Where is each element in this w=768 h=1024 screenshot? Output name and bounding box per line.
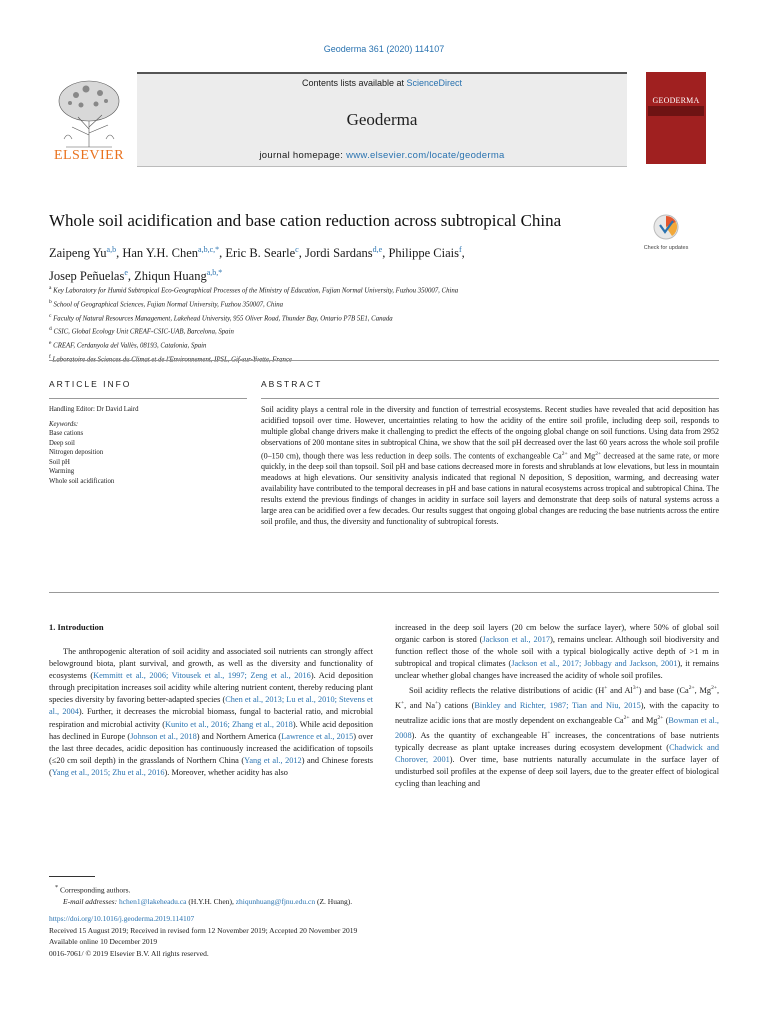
body-text: ) over the last three decades, acidic deposition has continuously increased the acidification of topsoils (≤20 cm soil depth) in the grasslands of Northern China ( [49, 731, 373, 765]
footnote-text: (H.Y.H. Chen), [186, 896, 236, 906]
affiliation-key: b [49, 298, 52, 305]
divider [49, 592, 719, 593]
author-separator: , [219, 246, 226, 261]
author[interactable] [388, 246, 461, 260]
superscript: 2+ [688, 685, 695, 692]
corresponding-authors [49, 882, 649, 896]
citation-link[interactable]: Johnson et al., 2018 [130, 731, 197, 741]
author-affil-marker[interactable]: a,b,* [206, 268, 223, 278]
keyword[interactable]: Warming [49, 468, 75, 475]
author-list [49, 240, 629, 286]
affiliation-item [49, 352, 669, 366]
body-text: and Al [607, 686, 633, 696]
body-text: increases, the concentrations of base nutrients typically decrease as plant uptake increases during ecosystem development ( [395, 730, 719, 752]
superscript: + [604, 685, 608, 692]
affiliation-key: c [49, 312, 52, 319]
author-name: Zhiqun Huang [134, 269, 207, 284]
body-text: ) and Chinese forests ( [49, 755, 373, 777]
article-title: Whole soil acidification and base cation reduction across subtropical China [49, 211, 562, 230]
article-metadata [49, 913, 649, 959]
affiliation-text: CSIC, Global Ecology Unit CREAF-CSIC-UAB, Barcelona, Spain [53, 328, 234, 336]
body-text: , Mg [694, 686, 712, 696]
author-affil-marker[interactable]: d,e [372, 245, 383, 254]
check-for-updates-icon[interactable] [643, 212, 689, 260]
citation-link[interactable]: Kemmitt et al., 2006; Vitousek et al., 1997; Zeng et al., 2016 [93, 671, 311, 681]
abstract-text: and Mg [567, 451, 596, 461]
divider [49, 360, 719, 361]
received-dates: Received 15 August 2019; Received in revised form 12 November 2019; Accepted 20 November 2019 [49, 925, 358, 935]
article-info [49, 405, 247, 486]
affiliation-item [49, 297, 669, 311]
keywords-label: Keywords: [49, 420, 79, 428]
body-text: ) and base (Ca [638, 686, 689, 696]
author-name: Eric B. Searle [225, 246, 296, 261]
citation-link[interactable]: Yang et al., 2015; Zhu et al., 2016 [51, 767, 165, 777]
keyword[interactable]: Nitrogen deposition [49, 449, 104, 456]
online-date: Available online 10 December 2019 [49, 937, 158, 946]
author-affil-marker[interactable]: c [295, 245, 299, 254]
body-text: ), it remains unclear whether global changes have increased the acidity of whole soil profiles. [395, 659, 719, 681]
affiliation-key: a [49, 285, 52, 291]
abstract-heading: ABSTRACT [261, 379, 323, 389]
keyword[interactable]: Base cations [49, 430, 84, 437]
contents-prefix: Contents lists available at [301, 78, 407, 88]
affiliation-item [49, 311, 669, 325]
contents-line [137, 78, 627, 88]
body-text: , and Na [404, 701, 436, 711]
abstract-body [261, 405, 719, 528]
body-text: The anthropogenic alteration of soil acidity and associated soil nutrients can strongly affect belowground biota, plant survival, and growth, as well as the diversity and functionality of ecosystems ( [49, 647, 373, 681]
journal-title: Geoderma [346, 110, 418, 129]
body-text: ). Further, it decreases the microbial biomass, fungal to bacterial ratio, and microbial respiration and microbial activity ( [49, 707, 373, 729]
affiliation-key: f [49, 353, 51, 360]
copyright: 0016-7061/ © 2019 Elsevier B.V. All rights reserved. [49, 948, 209, 958]
keyword[interactable]: Whole soil acidification [49, 477, 115, 485]
paragraph [395, 622, 719, 682]
cover-band [648, 106, 704, 116]
author[interactable] [49, 246, 116, 260]
superscript: 2+ [657, 715, 664, 722]
author-affil-marker[interactable]: e [124, 268, 128, 278]
citation-link[interactable]: Yang et al., 2012 [244, 755, 302, 765]
affiliation-text: Laboratoire des Sciences du Climat et de l'Environnement, IPSL, Gif-sur-Yvette, France [52, 356, 292, 364]
body-text: ), remains unclear. Although soil biodiversity and function reflect those of the whole soil with a typical biologically active depth of >1 m in subtropical and tropical climates ( [395, 635, 719, 669]
footnote-marker: * [55, 884, 59, 891]
body-text: ( [663, 715, 669, 725]
affiliation-key: d [49, 326, 52, 333]
author-affil-marker[interactable]: a,b [106, 245, 117, 254]
author-name: Josep Peñuelas [49, 269, 125, 284]
affiliation-key: e [49, 340, 52, 347]
footnote-divider [49, 876, 95, 877]
superscript: 2+ [561, 450, 568, 457]
affiliation-list [49, 283, 669, 366]
superscript: + [547, 730, 551, 737]
email-addresses [49, 896, 649, 907]
body-text: ). As the quantity of exchangeable H [411, 730, 548, 740]
author-name: Han Y.H. Chen [122, 246, 199, 261]
affiliation-item [49, 324, 669, 338]
body-text: increased in the deep soil layers (20 cm below the surface layer), where 50% of global soil organic carbon is stored ( [395, 623, 719, 645]
affiliation-item [49, 338, 669, 352]
check-updates-label: Check for updates [643, 245, 689, 251]
homepage-link[interactable]: www.elsevier.com/locate/geoderma [346, 150, 505, 161]
author-separator: , [298, 246, 305, 261]
paragraph [395, 682, 719, 790]
keyword[interactable]: Deep soil [49, 439, 75, 447]
section-heading-introduction: 1. Introduction [49, 622, 104, 632]
citation-link[interactable]: Lawrence et al., 2015 [281, 731, 354, 741]
superscript: 2+ [711, 685, 717, 692]
citation-link[interactable]: Binkley and Richter, 1987; Tian and Niu, 2015 [474, 701, 641, 711]
body-text: Soil acidity reflects the relative distributions of acidic (H [409, 686, 605, 696]
author-name: Zaipeng Yu [49, 246, 107, 261]
body-text: ). While acid deposition has declined in Europe ( [49, 719, 373, 741]
body-text: ) cations ( [438, 701, 475, 711]
body-column-right [395, 622, 719, 790]
affiliation-text: School of Geographical Sciences, Fujian Normal University, Fuzhou 350007, China [53, 301, 284, 309]
email-link[interactable]: hchen1@lakeheadu.ca [118, 896, 187, 906]
citation-link[interactable]: Jackson et al., 2017 [482, 635, 551, 645]
author[interactable] [134, 269, 222, 283]
abstract-text: decreased at the same rate, or more quickly, in the deep soil than topsoil. Soil pH and base cations decreased more in forests and shrublands at low elevations, but less in mountain meadows at high elevations. Our sensitivity analysis indicated that regional N deposition, S deposition, warming, and decreasing water availability have contributed to the temporal decreases in pH and base cations in natural ecosystems across tropical and subtropical China. The results extend the previous findings of changes in acidity in surface soil layers and demonstrate that deep soils of natural systems across a large area can be acidified over a few decades. Our results suggest that ongoing global changes are reducing the base nutrients across the entire soil profile, and thus, the diversity and functionality of subtropical forests. [261, 451, 720, 526]
author-name: Philippe Ciais [388, 246, 459, 261]
author[interactable] [122, 246, 219, 260]
author[interactable] [225, 246, 298, 260]
citation-link[interactable]: Bowman et al., 2008 [395, 715, 719, 740]
elsevier-wordmark[interactable]: ELSEVIER [53, 148, 125, 163]
body-text: ), with the capacity to neutralize acidic ions that are mostly dependent on exchangeable Ca [395, 701, 719, 725]
author-separator: , [116, 246, 123, 261]
body-text: ). Acid deposition through precipitation increases soil acidity while altering nutrient content, thereby reducing plant species diversity by favoring better-adapted species ( [49, 671, 373, 705]
footnote-text: Corresponding authors. [58, 885, 131, 895]
paragraph [49, 646, 373, 779]
body-column-left [49, 646, 373, 779]
body-text: , K [395, 686, 720, 711]
divider [261, 398, 719, 399]
author-affil-marker[interactable]: f [458, 245, 462, 254]
email-link[interactable]: zhiqunhuang@fjnu.edu.cn [235, 896, 316, 906]
homepage-prefix: journal homepage: [259, 150, 347, 161]
affiliation-text: CREAF, Cerdanyola del Vallès, 08193, Catalonia, Spain [53, 342, 207, 350]
journal-homepage [137, 150, 627, 161]
body-text: ). Over time, base nutrients naturally accumulate in the surface layer of undisturbed soil profiles at the expense of deep soil layers, due to the greater effect of biological cycling than leaching and [395, 755, 719, 789]
citation-link[interactable]: Jackson et al., 2017; Jobbagy and Jackson, 2001 [511, 659, 678, 669]
author-separator: , [461, 246, 465, 261]
citation-link[interactable]: Kunito et al., 2016; Zhang et al., 2018 [164, 719, 293, 729]
author[interactable] [305, 246, 382, 260]
body-text: ) and Northern America ( [196, 731, 282, 741]
sciencedirect-link[interactable]: ScienceDirect [406, 78, 463, 88]
author-separator: , [382, 246, 389, 261]
superscript: 2+ [623, 715, 630, 722]
footnote-text: (Z. Huang). [315, 896, 353, 906]
divider [49, 398, 247, 399]
superscript: 3+ [632, 685, 639, 692]
author[interactable] [49, 269, 128, 283]
superscript: + [401, 700, 405, 707]
cover-title: GEODERMA [652, 96, 700, 105]
body-text: and Mg [629, 715, 658, 725]
affiliation-text: Faculty of Natural Resources Management, Lakehead University, 955 Oliver Road, Thunder Bay, Ontario P7B 5E1, Canada [53, 314, 393, 322]
citation-link[interactable]: Chadwick and Chorover, 2001 [395, 742, 719, 764]
footnote [49, 882, 649, 907]
affiliation-text: Key Laboratory for Humid Subtropical Eco-Geographical Processes of the Ministry of Education, Fujian Normal University, Fuzhou 350007, China [53, 287, 459, 295]
journal-citation[interactable]: Geoderma 361 (2020) 114107 [323, 44, 445, 54]
affiliation-item [49, 283, 669, 297]
body-text: ). Moreover, whether acidity has also [164, 767, 288, 777]
author-name: Jordi Sardans [304, 246, 373, 261]
author-affil-marker[interactable]: a,b,c,* [198, 245, 220, 254]
doi-link[interactable]: https://doi.org/10.1016/j.geoderma.2019.114107 [49, 914, 195, 923]
citation-link[interactable]: Chen et al., 2013; Lu et al., 2010; Stevens et al., 2004 [49, 695, 373, 717]
email-label: E-mail addresses: [63, 896, 119, 906]
superscript: + [435, 700, 439, 707]
journal-cover-thumbnail[interactable] [646, 72, 706, 164]
keyword[interactable]: Soil pH [49, 458, 70, 466]
article-info-heading: ARTICLE INFO [49, 379, 132, 389]
superscript: 2+ [595, 450, 602, 457]
author-separator: , [127, 269, 135, 284]
handling-editor: Handling Editor: Dr David Laird [49, 406, 139, 413]
abstract-text: Soil acidity plays a central role in the diversity and function of terrestrial ecosystems. Recent studies have revealed that acid deposition has acidified topsoil over time. However, uncertainties relating to how the acidity of the entire soil profile, including deep soil, responds to multiple global change drivers make it challenging to predict the effects of the ongoing global change on soil functions. Using data from 2952 observations of 200 montane sites in subtropical China, we show that the soil pH decreased over the last 60 years across the whole soil profile (0–150 cm), though there was less reduction in deep soils. The contents of exchangeable Ca [261, 405, 719, 461]
